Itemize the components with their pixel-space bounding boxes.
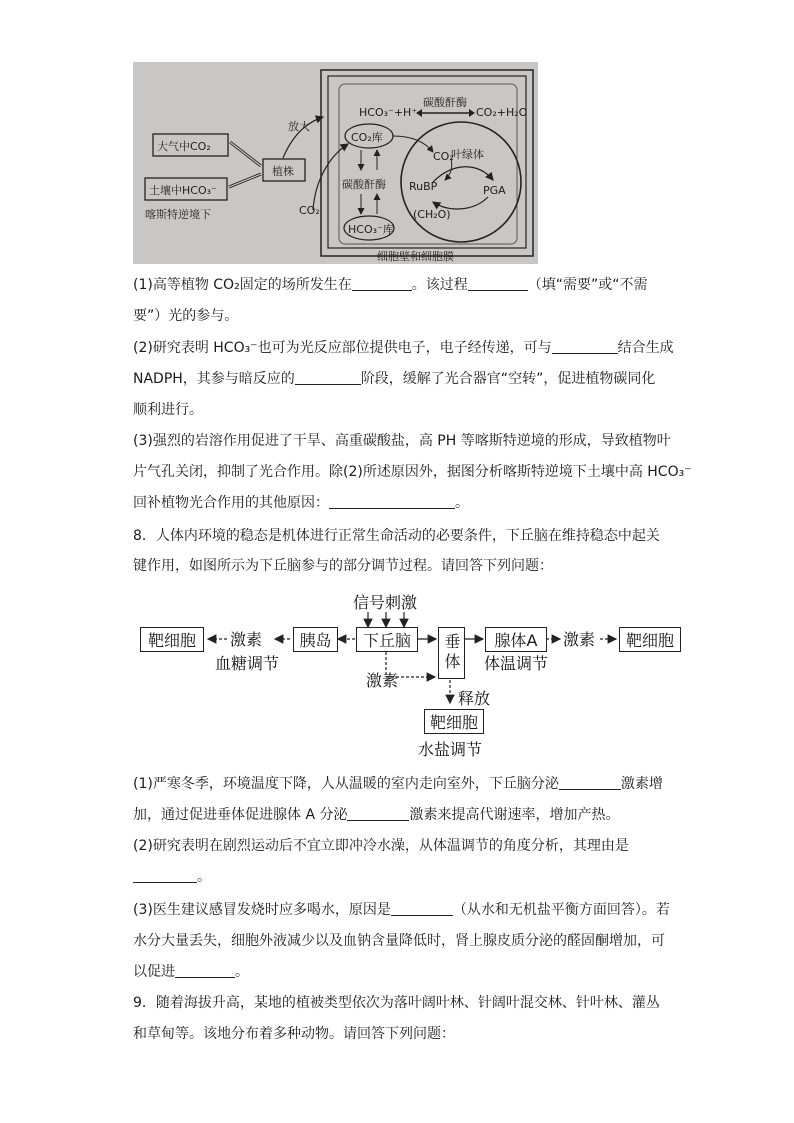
answer-blank[interactable] (175, 963, 235, 978)
q8-intro-line2 (133, 557, 663, 575)
q7-p2-text-a: (2)研究表明 HCO₃⁻也可为光反应部位提供电子，电子经传递，可与 (133, 340, 552, 356)
hypothalamus-box: 下丘脑 (356, 627, 418, 652)
q7-p2-text-e: 顺利进行。 (133, 402, 203, 418)
q8-p3-text-b: （从水和无机盐平衡方面回答）。若 (452, 902, 670, 918)
q7-p3-text-c: 回补植物光合作用的其他原因： (133, 495, 329, 511)
chloroplast-label: 叶绿体 (451, 148, 484, 161)
pancreas-box: 胰岛 (293, 627, 338, 652)
q7-p3-text-b: 片气孔关闭，抑制了光合作用。除(2)所述原因外，据图分析喀斯特逆境下土壤中高 HCO₃⁻ (133, 464, 692, 480)
karst-label: 喀斯特逆境下 (145, 208, 211, 221)
cell-wall-label: 细胞壁和细胞膜 (377, 250, 454, 263)
q8-intro-line1 (133, 527, 663, 545)
water-salt-regulation-label: 水盐调节 (418, 740, 483, 759)
q8-p1-text-b: 激素增 (620, 776, 663, 792)
q8-p3-line1 (133, 901, 670, 919)
q7-p2-line2 (133, 370, 663, 388)
figure-lines (133, 62, 538, 264)
answer-blank[interactable] (552, 339, 618, 354)
answer-blank[interactable] (559, 775, 621, 790)
plant-label: 植株 (272, 165, 294, 178)
q7-p2-text-c: NADPH，其参与暗反应的 (133, 371, 295, 387)
target-cell-right: 靶细胞 (619, 627, 681, 652)
q7-p1-text-a: (1)高等植物 CO₂固定的场所发生在 (133, 277, 352, 293)
glucose-regulation-label: 血糖调节 (215, 654, 280, 673)
target-cell-left: 靶细胞 (140, 627, 204, 652)
q9-intro-line2 (133, 1025, 663, 1043)
q7-p3-line2 (133, 463, 692, 481)
q8-p1-line1 (133, 775, 663, 793)
target-cell-bottom: 靶细胞 (424, 709, 484, 734)
q7-p3-line3 (133, 494, 663, 512)
answer-blank[interactable] (391, 901, 453, 916)
q7-p1-line2 (133, 307, 663, 325)
q7-p1-text-d: 要”）光的参与。 (133, 308, 239, 324)
hypothalamus-regulation-diagram (140, 590, 685, 760)
hormone-left-label: 激素 (230, 630, 263, 649)
q8-p1-text-a: (1)严寒冬季，环境温度下降，人从温暖的室内走向室外，下丘脑分泌 (133, 776, 559, 792)
q7-p2-text-b: 结合生成 (617, 340, 674, 356)
q7-p3-text-d: 。 (455, 495, 469, 511)
q8-p3-text-d: 以促进 (133, 964, 175, 980)
q9-intro-line1 (133, 994, 663, 1012)
answer-blank[interactable] (347, 806, 409, 821)
signal-stimulus-label: 信号刺激 (353, 593, 418, 612)
q8-p2-text-b: 。 (197, 869, 211, 885)
answer-blank[interactable] (295, 370, 361, 385)
q8-p1-text-c: 加，通过促进垂体促进腺体 A 分泌 (133, 807, 348, 823)
co2-in-label: CO₂ (433, 150, 454, 163)
answer-blank[interactable] (468, 276, 528, 291)
q8-p3-line2 (133, 932, 663, 950)
q7-p1-line1 (133, 276, 663, 294)
temperature-regulation-label: 体温调节 (484, 654, 549, 673)
q7-p1-text-b: 。该过程 (411, 277, 468, 293)
pituitary-box: 垂体 (438, 627, 465, 679)
q8-p2-line1 (133, 837, 663, 855)
answer-blank[interactable] (352, 276, 412, 291)
ch2o-label: (CH₂O) (413, 208, 451, 221)
atmosphere-co2-label: 大气中CO₂ (157, 140, 211, 153)
co2-pool-label: CO₂库 (351, 131, 383, 144)
gland-a-box: 腺体A (485, 627, 547, 652)
q8-p3-text-a: (3)医生建议感冒发烧时应多喝水，原因是 (133, 902, 391, 918)
q7-p3-text-a: (3)强烈的岩溶作用促进了干旱、高重碳酸盐，高 PH 等喀斯特逆境的形成，导致植物叶 (133, 433, 671, 449)
q7-p2-text-d: 阶段，缓解了光合器官“空转”，促进植物碳同化 (360, 371, 656, 387)
answer-blank[interactable] (133, 868, 197, 883)
q8-intro-text-a: 8．人体内环境的稳态是机体进行正常生命活动的必要条件，下丘脑在维持稳态中起关 (133, 528, 660, 544)
q8-intro-text-b: 键作用，如图所示为下丘脑参与的部分调节过程。请回答下列问题： (133, 558, 553, 574)
answer-blank[interactable] (329, 494, 455, 509)
q7-p3-line1 (133, 432, 671, 450)
q8-p2-text-a: (2)研究表明在剧烈运动后不宜立即冲冷水澡，从体温调节的角度分析，其理由是 (133, 838, 629, 854)
q8-p1-text-d: 激素来提高代谢速率，增加产热。 (409, 807, 620, 823)
reaction-left-label: HCO₃⁻+H⁺ (359, 106, 418, 119)
reaction-right-label: CO₂+H₂O (476, 106, 528, 119)
pga-label: PGA (483, 184, 506, 197)
diagram-arrows (140, 590, 685, 760)
q7-p1-text-c: （填“需要”或“不需 (527, 277, 648, 293)
q7-p2-line3 (133, 401, 663, 419)
q8-p2-line2 (133, 868, 663, 886)
rubp-label: RuBP (409, 180, 438, 193)
carbon-fixation-figure (133, 62, 538, 264)
q9-intro-text-b: 和草甸等。该地分布着多种动物。请回答下列问题： (133, 1026, 455, 1042)
hormone-right-label: 激素 (563, 630, 596, 649)
hormone-bottom-label: 激素 (366, 671, 399, 690)
q8-p3-text-e: 。 (235, 964, 249, 980)
amplify-label: 放大 (288, 120, 310, 133)
reaction-enzyme-label: 碳酸酐酶 (423, 96, 467, 109)
release-label: 释放 (458, 689, 491, 708)
soil-hco3-label: 土壤中HCO₃⁻ (149, 184, 217, 197)
q7-p2-line1 (133, 339, 674, 357)
carbonic-anhydrase-label: 碳酸酐酶 (342, 178, 386, 191)
co2-label: CO₂ (299, 204, 320, 217)
q8-p3-line3 (133, 963, 663, 981)
q8-p1-line2 (133, 806, 663, 824)
q9-intro-text-a: 9．随着海拔升高，某地的植被类型依次为落叶阔叶林、针阔叶混交林、针叶林、灌丛 (133, 995, 660, 1011)
q8-p3-text-c: 水分大量丢失，细胞外液减少以及血钠含量降低时，肾上腺皮质分泌的醛固酮增加，可 (133, 933, 665, 949)
hco3-pool-label: HCO₃⁻库 (348, 223, 394, 236)
